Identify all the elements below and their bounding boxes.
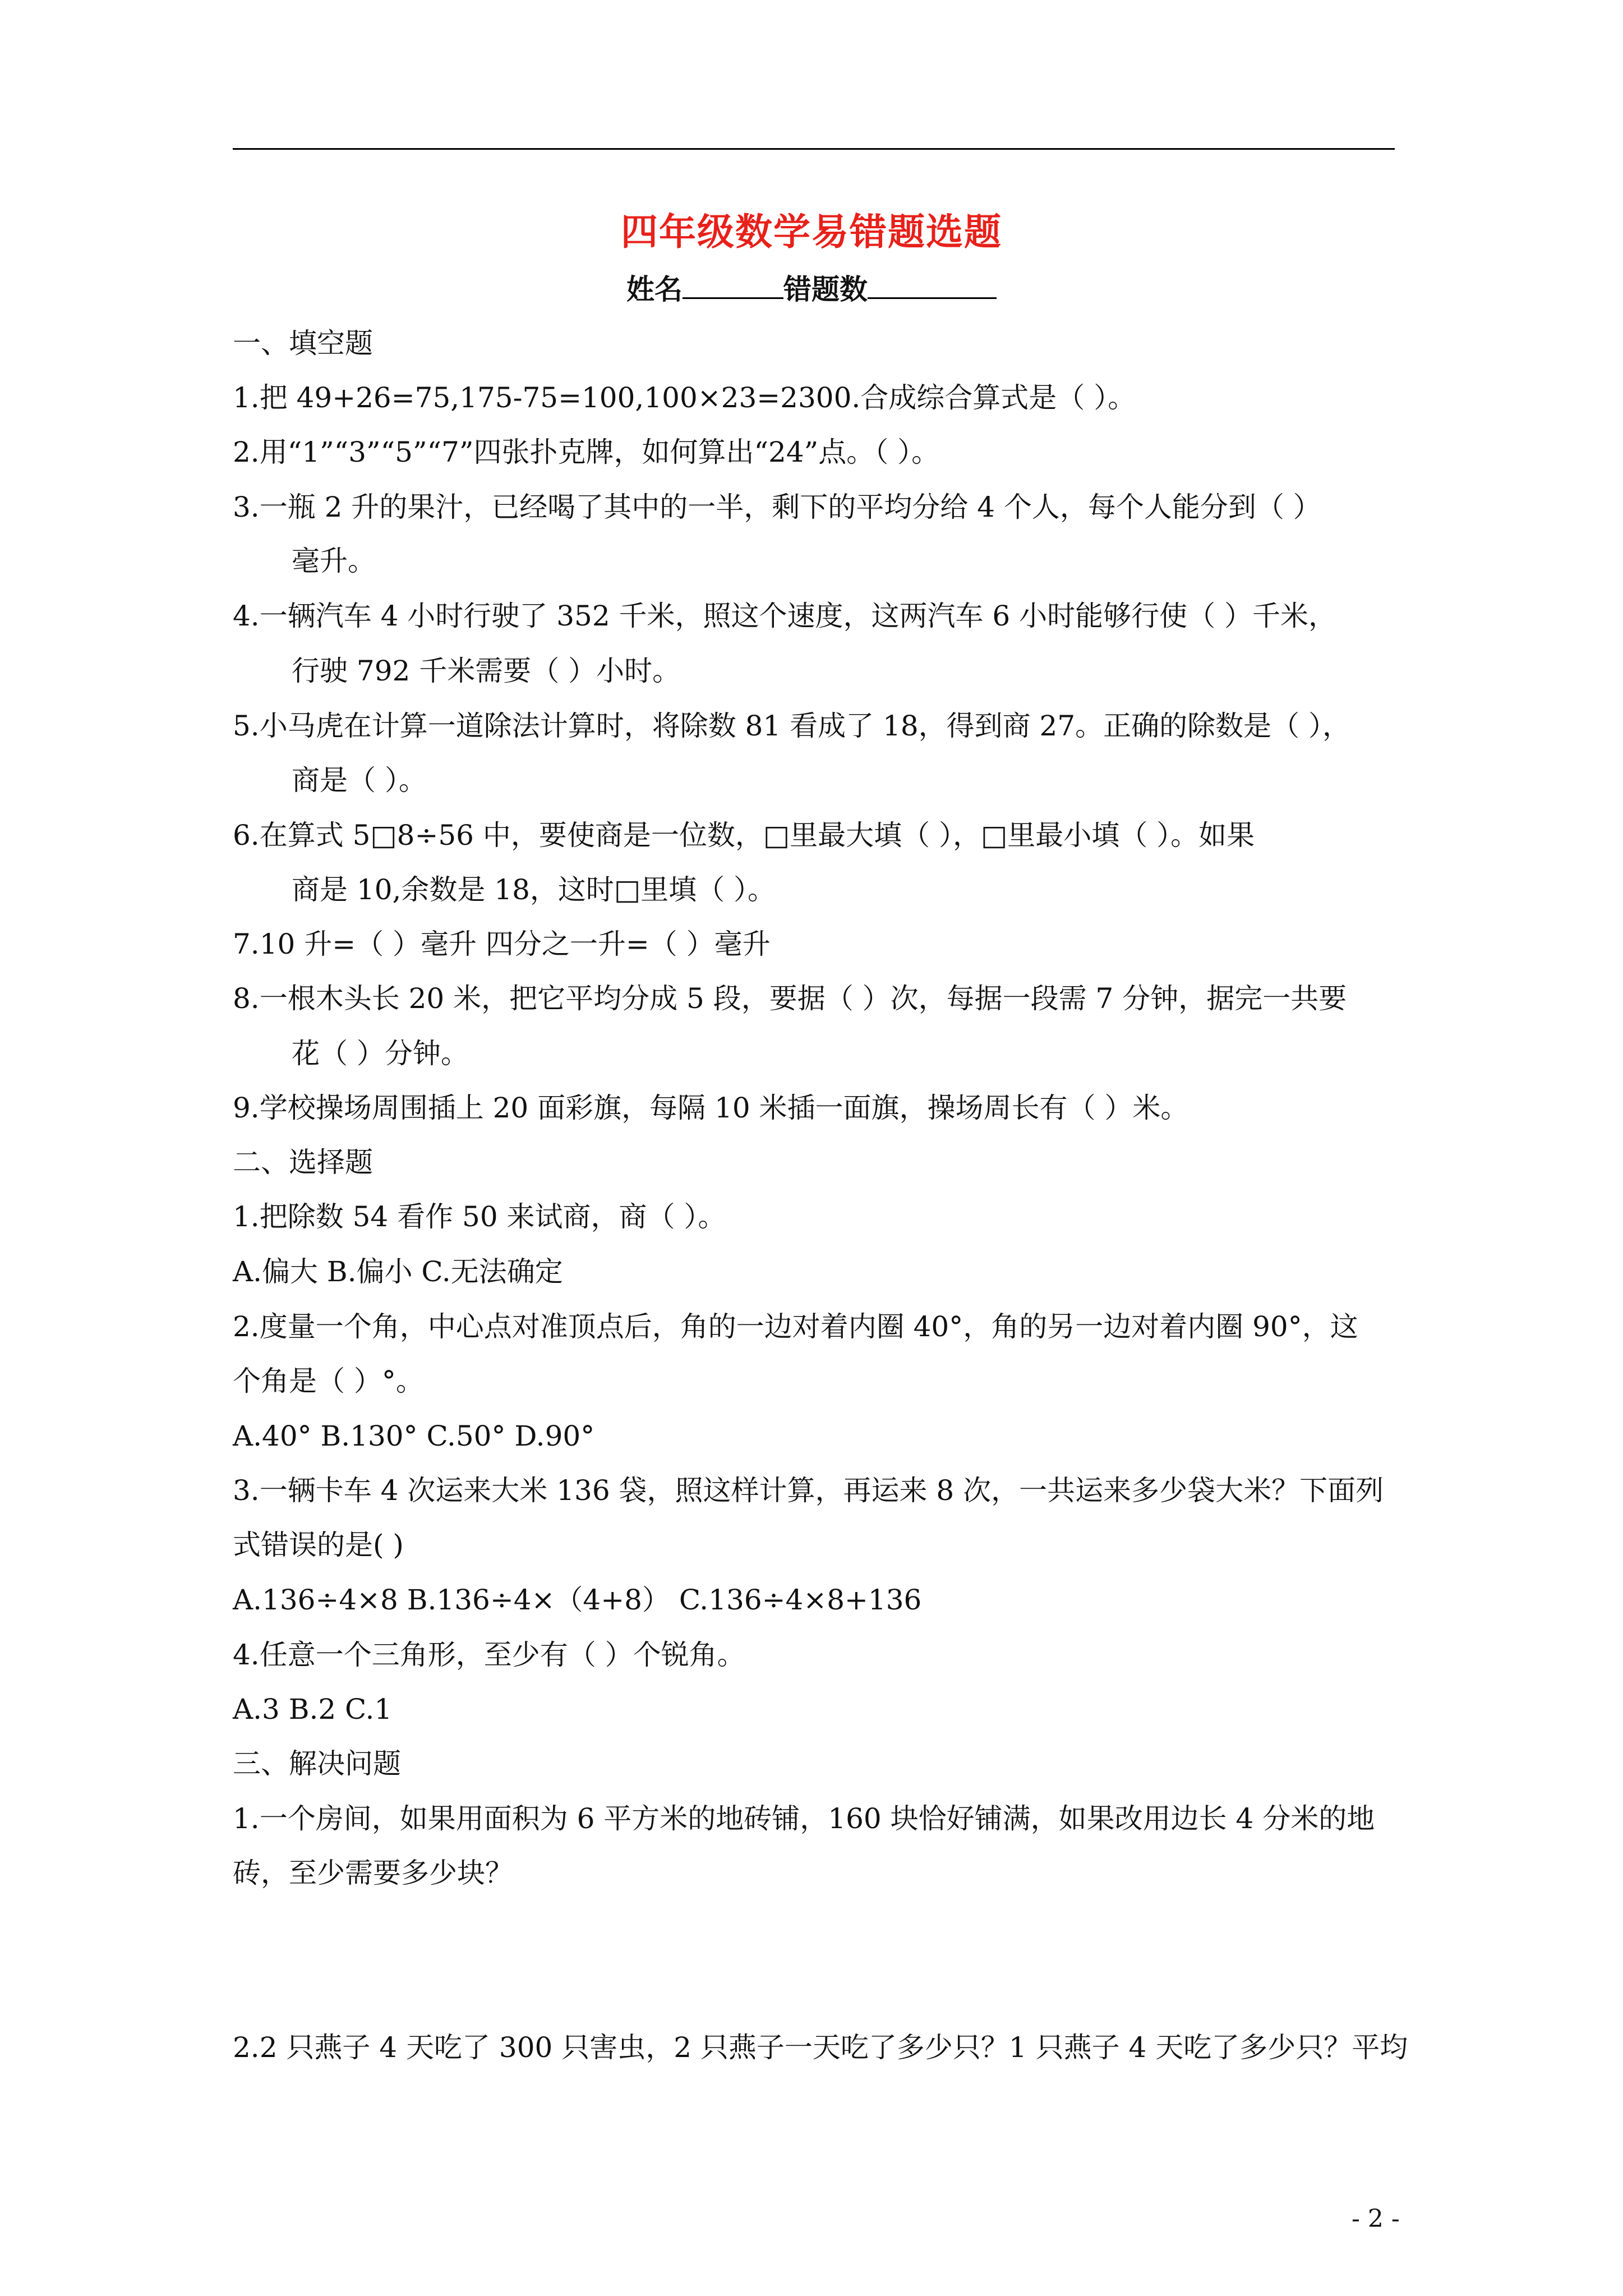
name-label: 姓名 <box>626 273 683 306</box>
question-line: 行驶 792 千米需要（ ）小时。 <box>292 655 681 687</box>
page-number: - 2 - <box>1352 2205 1400 2233</box>
question-line: 毫升。 <box>292 545 376 577</box>
page-title: 四年级数学易错题选题 <box>621 210 1002 254</box>
question-line: 9.学校操场周围插上 20 面彩旗，每隔 10 米插一面旗，操场周长有（ ）米。 <box>233 1092 1189 1124</box>
question-line: 2.2 只燕子 4 天吃了 300 只害虫，2 只燕子一天吃了多少只？1 只燕子 4 天吃了多少只？平均 <box>233 2031 1408 2064</box>
question-line: 1.把 49+26=75,175-75=100,100×23=2300.合成综合算式是（ ）。 <box>233 381 1136 414</box>
question-line: 6.在算式 5□8÷56 中，要使商是一位数，□里最大填（ ），□里最小填（ ）。如果 <box>233 819 1255 852</box>
section-heading-problems: 三、解决问题 <box>233 1747 401 1780</box>
section-heading-fill-blank: 一、填空题 <box>233 327 373 360</box>
question-line: 7.10 升=（ ）毫升 四分之一升=（ ）毫升 <box>233 928 771 960</box>
question-line: 8.一根木头长 20 米，把它平均分成 5 段，要据（ ）次，每据一段需 7 分钟，据完一共要 <box>233 982 1347 1015</box>
question-line: 5.小马虎在计算一道除法计算时，将除数 81 看成了 18，得到商 27。正确的除数是（ ）， <box>233 710 1351 742</box>
question-line: 花（ ）分钟。 <box>292 1037 469 1070</box>
errors-label: 错题数 <box>783 273 868 306</box>
options-line: A.偏大 B.偏小 C.无法确定 <box>233 1255 563 1288</box>
question-line: 1.把除数 54 看作 50 来试商，商（ ）。 <box>233 1200 726 1233</box>
student-info <box>0 267 1623 307</box>
question-line: 4.一辆汽车 4 小时行驶了 352 千米，照这个速度，这两汽车 6 小时能够行使（ ）千米， <box>233 600 1337 632</box>
question-line: 3.一瓶 2 升的果汁，已经喝了其中的一半，剩下的平均分给 4 个人，每个人能分到（ ） <box>233 491 1321 523</box>
options-line: A.136÷4×8 B.136÷4×（4+8） C.136÷4×8+136 <box>233 1584 922 1616</box>
question-line: 4.任意一个三角形，至少有（ ）个锐角。 <box>233 1639 745 1671</box>
question-line: 商是 10,余数是 18，这时□里填（ ）。 <box>292 873 776 906</box>
options-line: A.40° B.130° C.50° D.90° <box>233 1420 595 1452</box>
question-line: 个角是（ ）°。 <box>233 1365 424 1397</box>
options-line: A.3 B.2 C.1 <box>233 1693 393 1726</box>
header-rule <box>233 148 1395 150</box>
errors-blank[interactable] <box>868 273 997 299</box>
question-line: 砖，至少需要多少块？ <box>233 1857 513 1889</box>
question-line: 2.度量一个角，中心点对准顶点后，角的一边对着内圈 40°，角的另一边对着内圈 90°，这 <box>233 1310 1358 1343</box>
question-line: 商是（ ）。 <box>292 764 427 797</box>
question-line: 式错误的是( ) <box>233 1529 404 1561</box>
question-line: 3.一辆卡车 4 次运来大米 136 袋，照这样计算，再运来 8 次，一共运来多少袋大米？下面列 <box>233 1474 1384 1507</box>
question-line: 1.一个房间，如果用面积为 6 平方米的地砖铺，160 块恰好铺满，如果改用边长 4 分米的地 <box>233 1802 1375 1835</box>
question-line: 2.用“1”“3”“5”“7”四张扑克牌，如何算出“24”点。（ ）。 <box>233 436 940 468</box>
section-heading-choice: 二、选择题 <box>233 1146 373 1179</box>
name-blank[interactable] <box>683 273 783 299</box>
